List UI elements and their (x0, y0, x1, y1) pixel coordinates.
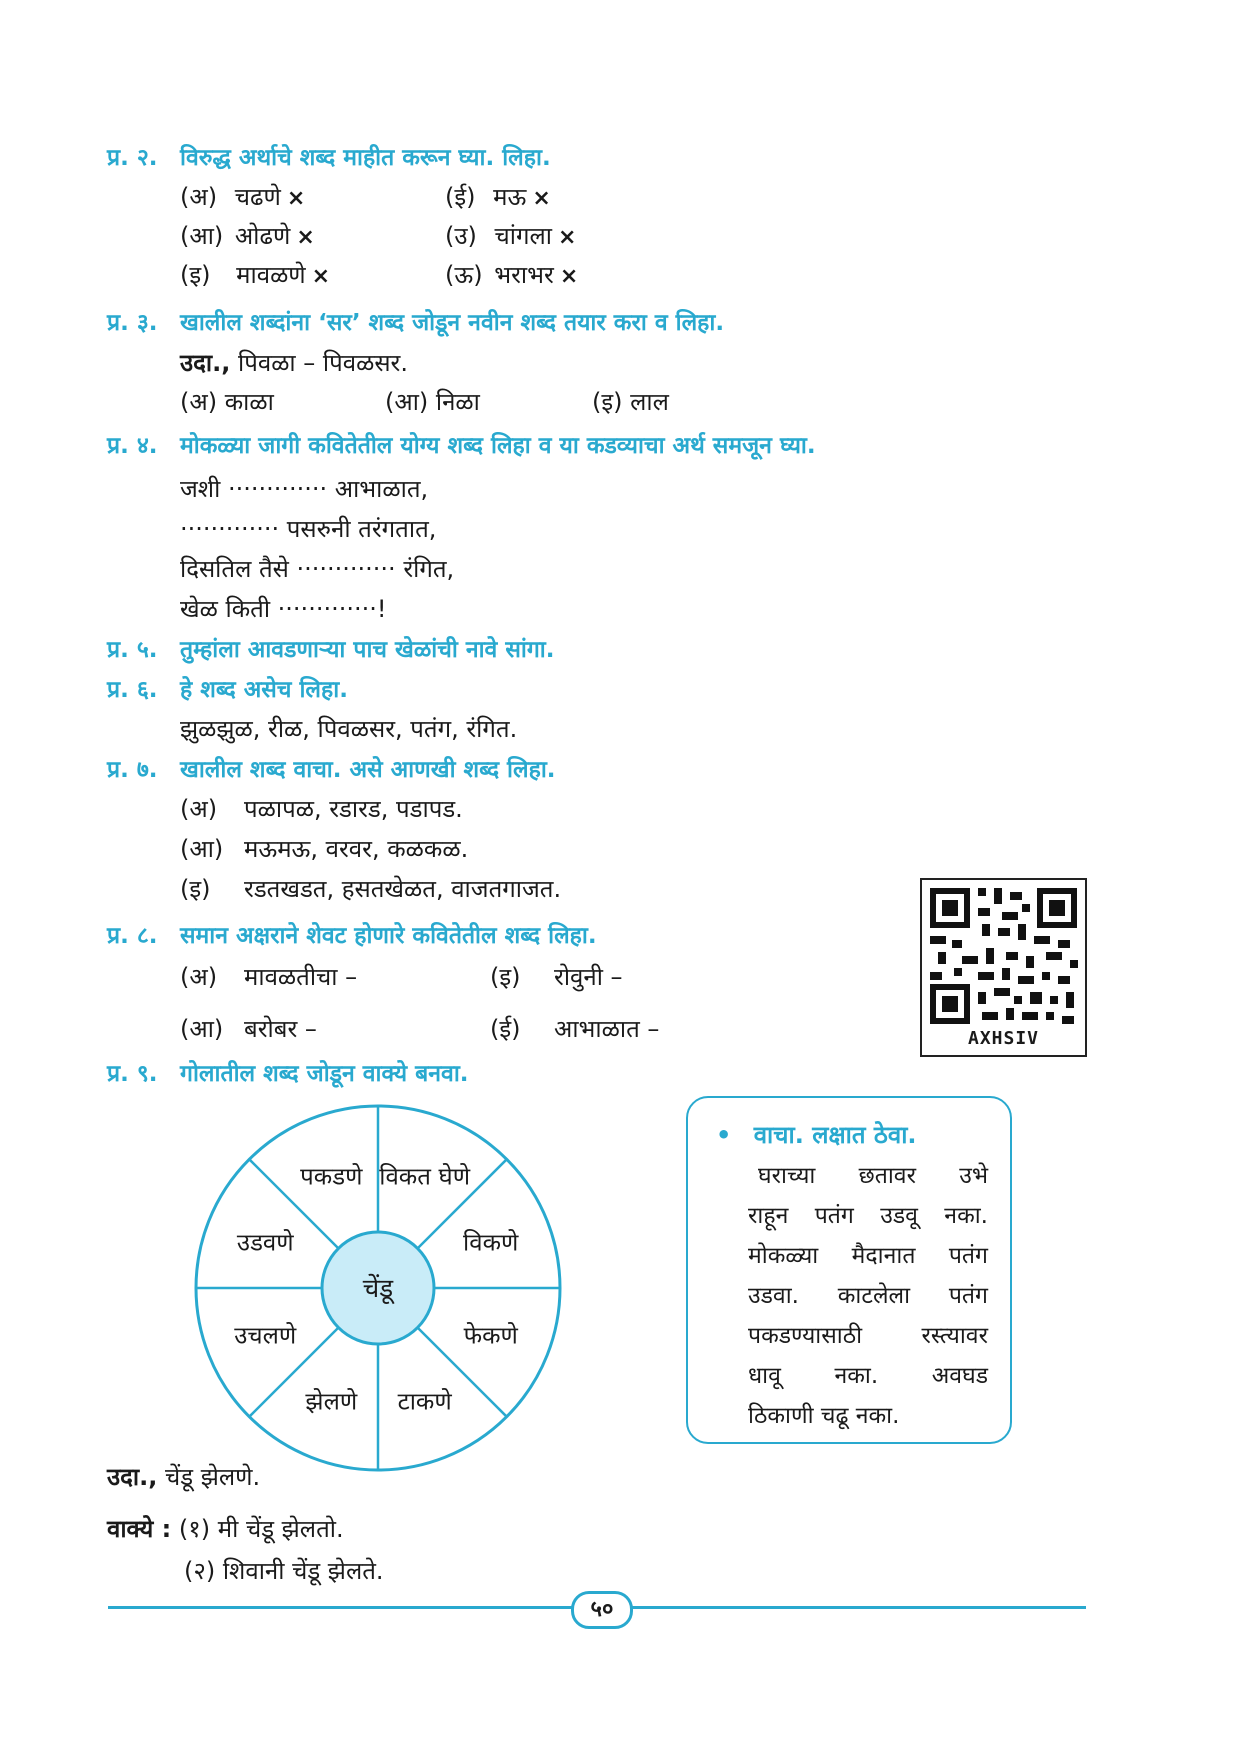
q2-title: विरुद्ध अर्थाचे शब्द माहीत करून घ्या. लिहा. (180, 145, 551, 171)
q7-item: (अ) पळापळ, रडारड, पडापड. (180, 795, 463, 823)
q7-item: (इ) रडतखडत, हसतखेळत, वाजतगाजत. (180, 875, 562, 903)
q4-poem-line: खेळ किती ·············! (180, 595, 387, 623)
q3-number: प्र. ३. (107, 310, 158, 336)
wheel-segment-word: झेलणे (305, 1387, 358, 1416)
q8-item: (आ) बरोबर – (180, 1015, 317, 1043)
note-line: ठिकाणी चढू नका. (748, 1403, 900, 1429)
q2-item: (ऊ) भराभर × (445, 261, 579, 289)
q2-item: (ई) मऊ × (445, 183, 551, 211)
q6-text: झुळझुळ, रीळ, पिवळसर, पतंग, रंगित. (180, 715, 518, 743)
qr-code-label: AXHSIV (967, 1028, 1040, 1049)
q9-example: उदा., चेंडू झेलणे. (107, 1463, 261, 1491)
qr-code[interactable] (920, 878, 1087, 1057)
q3-item: (आ) निळा (385, 388, 480, 416)
wheel-segment-word: फेकणे (463, 1321, 518, 1350)
q4-poem-line: दिसतिल तैसे ············· रंगित, (180, 555, 455, 583)
wheel-segment-word: विकणे (463, 1228, 519, 1257)
q9-title: गोलातील शब्द जोडून वाक्ये बनवा. (180, 1061, 469, 1087)
note-line: पकडण्यासाठी रस्त्यावर (748, 1323, 988, 1349)
q3-item: (अ) काळा (180, 388, 274, 416)
q9-sentences: वाक्ये : (१) मी चेंडू झेलतो. (107, 1515, 344, 1543)
q2-item: (आ) ओढणे × (180, 222, 315, 250)
wheel-segment-word: उचलणे (234, 1321, 297, 1350)
wheel-center-word: चेंडू (362, 1274, 394, 1304)
q2-item: (उ) चांगला × (445, 222, 577, 250)
q7-title: खालील शब्द वाचा. असे आणखी शब्द लिहा. (180, 757, 556, 783)
q8-title: समान अक्षराने शेवट होणारे कवितेतील शब्द लिहा. (180, 923, 597, 949)
note-line: घराच्या छतावर उभे (758, 1163, 988, 1189)
note-bullet: • (716, 1121, 732, 1149)
q2-item: (इ) मावळणे × (180, 261, 331, 289)
q8-item: (ई) आभाळात – (490, 1015, 660, 1043)
page-number: ५० (571, 1591, 633, 1629)
q5-title: तुम्हांला आवडणाऱ्या पाच खेळांची नावे सांगा. (180, 637, 555, 663)
q6-number: प्र. ६. (107, 677, 158, 703)
note-line: मोकळ्या मैदानात पतंग (748, 1243, 988, 1269)
wheel-segment-word: उडवणे (236, 1228, 294, 1257)
q3-title: खालील शब्दांना ‘सर’ शब्द जोडून नवीन शब्द तयार करा व लिहा. (180, 310, 725, 336)
q9-number: प्र. ९. (107, 1061, 158, 1087)
q9-sentence: (२) शिवानी चेंडू झेलते. (184, 1557, 384, 1585)
q4-poem-line: ············· पसरुनी तरंगतात, (180, 515, 437, 543)
q5-number: प्र. ५. (107, 637, 158, 663)
note-line: धावू नका. अवघड (748, 1363, 988, 1389)
word-wheel (190, 1100, 566, 1476)
q4-title: मोकळ्या जागी कवितेतील योग्य शब्द लिहा व या कडव्याचा अर्थ समजून घ्या. (180, 433, 816, 459)
q3-example: उदा., पिवळा – पिवळसर. (180, 349, 409, 377)
q7-item: (आ) मऊमऊ, वरवर, कळकळ. (180, 835, 469, 863)
q8-item: (अ) मावळतीचा – (180, 963, 358, 991)
q3-item: (इ) लाल (592, 388, 669, 416)
q4-poem-line: जशी ············· आभाळात, (180, 475, 429, 503)
q2-item: (अ) चढणे × (180, 183, 306, 211)
q4-number: प्र. ४. (107, 433, 158, 459)
q2-number: प्र. २. (107, 145, 158, 171)
q8-item: (इ) रोवुनी – (490, 963, 623, 991)
note-line: उडवा. काटलेला पतंग (748, 1283, 988, 1309)
wheel-segment-word: विकत घेणे (379, 1162, 471, 1191)
note-box (686, 1096, 1012, 1444)
note-line: राहून पतंग उडवू नका. (748, 1203, 988, 1229)
wheel-segment-word: टाकणे (397, 1387, 452, 1416)
note-body (748, 1156, 988, 1436)
qr-pattern (922, 880, 1085, 1030)
note-title: • वाचा. लक्षात ठेवा. (716, 1121, 917, 1149)
q6-title: हे शब्द असेच लिहा. (180, 677, 348, 703)
q7-number: प्र. ७. (107, 757, 158, 783)
wheel-segment-word: पकडणे (300, 1162, 363, 1191)
q8-number: प्र. ८. (107, 923, 158, 949)
